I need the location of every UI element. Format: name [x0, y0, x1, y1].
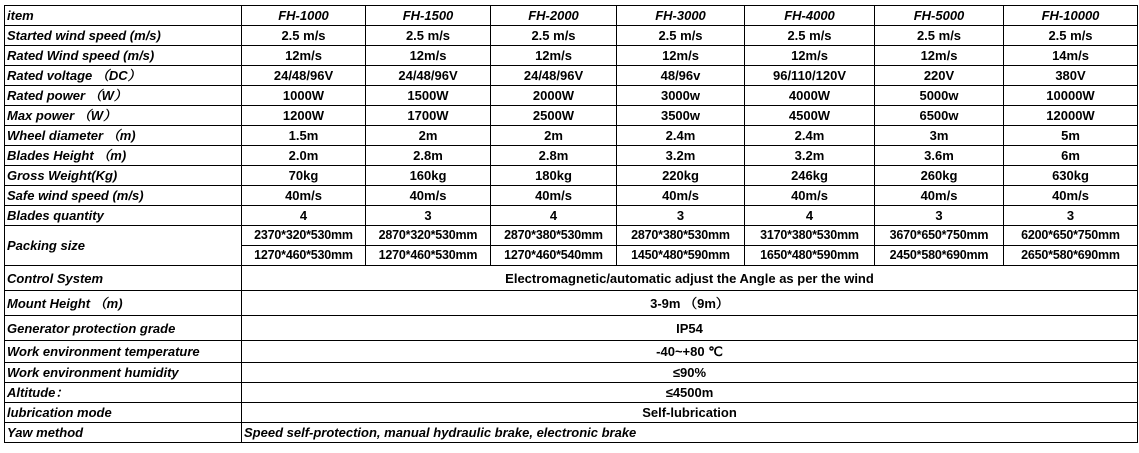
common-row — [5, 266, 1138, 291]
spec-value: 260kg — [875, 166, 1004, 186]
spec-value: 40m/s — [617, 186, 745, 206]
spec-value: 3500w — [617, 106, 745, 126]
spec-value: 1200W — [242, 106, 366, 126]
spec-row — [5, 46, 1138, 66]
spec-row — [5, 126, 1138, 146]
spec-value: 3 — [617, 206, 745, 226]
spec-value: 40m/s — [366, 186, 491, 206]
spec-value: 2.5 m/s — [745, 26, 875, 46]
row-label: Mount Height （m) — [5, 291, 242, 316]
common-row — [5, 341, 1138, 363]
spec-value: 2.5 m/s — [366, 26, 491, 46]
spec-value: 24/48/96V — [491, 66, 617, 86]
row-label: Rated Wind speed (m/s) — [5, 46, 242, 66]
packing-size-value: 2370*320*530mm — [242, 226, 366, 246]
spec-value: 3.2m — [617, 146, 745, 166]
spec-value: 2.0m — [242, 146, 366, 166]
packing-size-value: 1270*460*530mm — [366, 246, 491, 266]
model-header: FH-1000 — [242, 6, 366, 26]
row-label: Work environment temperature — [5, 341, 242, 363]
spec-value: 40m/s — [491, 186, 617, 206]
spec-value: 12m/s — [242, 46, 366, 66]
spec-value: 12m/s — [491, 46, 617, 66]
common-row — [5, 291, 1138, 316]
packing-size-value: 1650*480*590mm — [745, 246, 875, 266]
spec-value: 96/110/120V — [745, 66, 875, 86]
spec-value: 220kg — [617, 166, 745, 186]
row-label: Rated power （W） — [5, 86, 242, 106]
spec-value: 2.4m — [617, 126, 745, 146]
common-value: Self-lubrication — [242, 403, 1138, 423]
common-row — [5, 423, 1138, 443]
row-label: Blades quantity — [5, 206, 242, 226]
spec-value: 12m/s — [617, 46, 745, 66]
header-row — [5, 6, 1138, 26]
packing-size-value: 2870*380*530mm — [617, 226, 745, 246]
row-label: Started wind speed (m/s) — [5, 26, 242, 46]
spec-value: 40m/s — [745, 186, 875, 206]
spec-value: 2.5 m/s — [1004, 26, 1138, 46]
spec-value: 2.8m — [366, 146, 491, 166]
row-label: Gross Weight(Kg) — [5, 166, 242, 186]
model-header: FH-3000 — [617, 6, 745, 26]
row-label: lubrication mode — [5, 403, 242, 423]
spec-value: 40m/s — [875, 186, 1004, 206]
spec-value: 3.2m — [745, 146, 875, 166]
common-value: Electromagnetic/automatic adjust the Angle as per the wind — [242, 266, 1138, 291]
spec-value: 1700W — [366, 106, 491, 126]
model-header: FH-2000 — [491, 6, 617, 26]
packing-size-value: 2870*380*530mm — [491, 226, 617, 246]
spec-value: 3 — [366, 206, 491, 226]
spec-value: 2m — [366, 126, 491, 146]
model-header: FH-5000 — [875, 6, 1004, 26]
spec-table-body — [5, 6, 1138, 443]
spec-value: 4500W — [745, 106, 875, 126]
spec-value: 4 — [242, 206, 366, 226]
spec-value: 6500w — [875, 106, 1004, 126]
row-label: Control System — [5, 266, 242, 291]
row-label: Generator protection grade — [5, 316, 242, 341]
spec-value: 380V — [1004, 66, 1138, 86]
model-header: FH-4000 — [745, 6, 875, 26]
packing-size-value: 1450*480*590mm — [617, 246, 745, 266]
spec-value: 12000W — [1004, 106, 1138, 126]
spec-row — [5, 106, 1138, 126]
spec-value: 2.8m — [491, 146, 617, 166]
row-label: Yaw method — [5, 423, 242, 443]
spec-value: 1000W — [242, 86, 366, 106]
packing-size-value: 6200*650*750mm — [1004, 226, 1138, 246]
row-label: Work environment humidity — [5, 363, 242, 383]
spec-value: 4 — [491, 206, 617, 226]
common-value: 3-9m （9m） — [242, 291, 1138, 316]
packing-size-value: 1270*460*540mm — [491, 246, 617, 266]
spec-row — [5, 186, 1138, 206]
spec-value: 2.5 m/s — [875, 26, 1004, 46]
spec-row — [5, 146, 1138, 166]
spec-value: 12m/s — [875, 46, 1004, 66]
packing-size-value: 3170*380*530mm — [745, 226, 875, 246]
spec-value: 1500W — [366, 86, 491, 106]
spec-value: 4 — [745, 206, 875, 226]
spec-value: 24/48/96V — [366, 66, 491, 86]
spec-value: 12m/s — [745, 46, 875, 66]
spec-table — [4, 5, 1138, 443]
common-value: Speed self-protection, manual hydraulic brake, electronic brake — [242, 423, 1138, 443]
spec-row — [5, 26, 1138, 46]
spec-value: 2m — [491, 126, 617, 146]
spec-value: 2500W — [491, 106, 617, 126]
model-header: FH-1500 — [366, 6, 491, 26]
row-label: Max power （W） — [5, 106, 242, 126]
spec-value: 5m — [1004, 126, 1138, 146]
spec-value: 180kg — [491, 166, 617, 186]
spec-value: 2.4m — [745, 126, 875, 146]
common-row — [5, 363, 1138, 383]
spec-value: 14m/s — [1004, 46, 1138, 66]
common-row — [5, 403, 1138, 423]
packing-size-value: 2870*320*530mm — [366, 226, 491, 246]
spec-value: 3 — [1004, 206, 1138, 226]
common-value: IP54 — [242, 316, 1138, 341]
spec-value: 2.5 m/s — [617, 26, 745, 46]
packing-size-value: 1270*460*530mm — [242, 246, 366, 266]
spec-value: 48/96v — [617, 66, 745, 86]
common-value: ≤90% — [242, 363, 1138, 383]
spec-row — [5, 206, 1138, 226]
packing-row — [5, 226, 1138, 246]
spec-value: 5000w — [875, 86, 1004, 106]
spec-row — [5, 86, 1138, 106]
row-label: Blades Height （m) — [5, 146, 242, 166]
spec-value: 3.6m — [875, 146, 1004, 166]
spec-value: 4000W — [745, 86, 875, 106]
spec-value: 160kg — [366, 166, 491, 186]
common-value: ≤4500m — [242, 383, 1138, 403]
row-label: Packing size — [5, 226, 242, 266]
packing-size-value: 2650*580*690mm — [1004, 246, 1138, 266]
spec-value: 70kg — [242, 166, 366, 186]
common-row — [5, 383, 1138, 403]
row-label: Rated voltage （DC） — [5, 66, 242, 86]
row-label: Safe wind speed (m/s) — [5, 186, 242, 206]
row-label: Wheel diameter （m) — [5, 126, 242, 146]
spec-value: 1.5m — [242, 126, 366, 146]
spec-value: 6m — [1004, 146, 1138, 166]
spec-value: 40m/s — [1004, 186, 1138, 206]
spec-value: 3000w — [617, 86, 745, 106]
spec-row — [5, 66, 1138, 86]
spec-value: 24/48/96V — [242, 66, 366, 86]
spec-value: 630kg — [1004, 166, 1138, 186]
row-label: Altitude： — [5, 383, 242, 403]
spec-value: 246kg — [745, 166, 875, 186]
packing-size-value: 2450*580*690mm — [875, 246, 1004, 266]
spec-value: 2.5 m/s — [491, 26, 617, 46]
spec-value: 3m — [875, 126, 1004, 146]
spec-value: 10000W — [1004, 86, 1138, 106]
common-value: -40~+80 ℃ — [242, 341, 1138, 363]
spec-value: 12m/s — [366, 46, 491, 66]
spec-row — [5, 166, 1138, 186]
spec-value: 2.5 m/s — [242, 26, 366, 46]
header-item-label: item — [5, 6, 242, 26]
model-header: FH-10000 — [1004, 6, 1138, 26]
packing-size-value: 3670*650*750mm — [875, 226, 1004, 246]
spec-value: 40m/s — [242, 186, 366, 206]
spec-value: 2000W — [491, 86, 617, 106]
common-row — [5, 316, 1138, 341]
spec-value: 220V — [875, 66, 1004, 86]
spec-value: 3 — [875, 206, 1004, 226]
